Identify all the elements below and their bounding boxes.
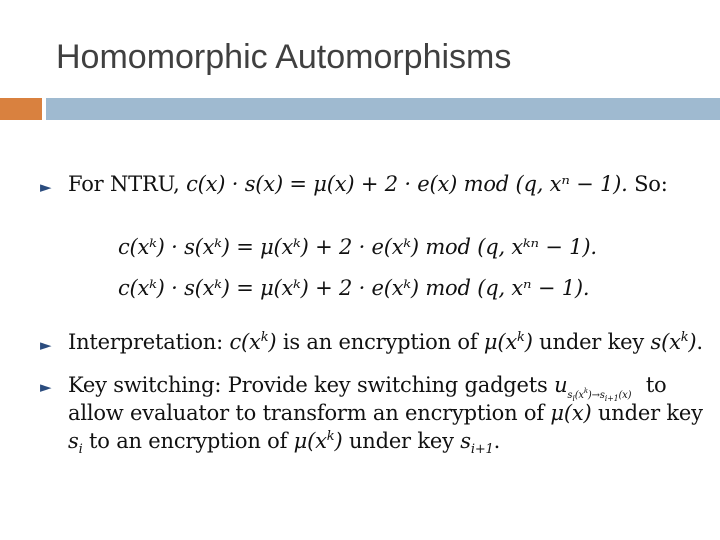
equation-n-text: c(xᵏ) · s(xᵏ) = μ(xᵏ) + 2 · e(xᵏ) mod (q, xⁿ − 1). — [118, 276, 590, 300]
bullet-marker-icon: ► — [40, 178, 52, 196]
bullet-ntru-suffix: So: — [634, 172, 668, 196]
bullet-ntru-prefix: For NTRU, — [68, 172, 180, 196]
bullet-keyswitch-line3-mid: to an encryption of — [89, 429, 288, 453]
accent-bar-orange — [0, 98, 42, 120]
bullet-keyswitch-line1: Key switching: Provide key switching gadgets $u_{s_i(x^k)\to s_{i+1}(x)}$ to — [68, 373, 667, 403]
bullet-interpretation-text: Interpretation: $c(x^k)$ is an encryption of $\mu(x^k)$ under key $s(x^k)$. — [68, 330, 703, 354]
bullet-keyswitch-line1-prefix: Key switching: Provide key switching gadgets — [68, 373, 548, 397]
bullet-marker-icon: ► — [40, 378, 52, 396]
bullet-marker-icon: ► — [40, 336, 52, 354]
bullet-interpretation-prefix: Interpretation: — [68, 330, 223, 354]
bullet-keyswitch-line2: allow evaluator to transform an encryption of μ(x) under key — [68, 401, 703, 425]
bullet-keyswitch-line2-suffix: under key — [597, 401, 703, 425]
bullet-keyswitch-line1-suffix: to — [645, 373, 667, 397]
accent-bar-blue — [46, 98, 720, 120]
equation-n — [118, 276, 589, 300]
bullet-interpretation-end: . — [696, 330, 703, 354]
bullet-keyswitch-line3-end: . — [493, 429, 501, 453]
slide-title: Homomorphic Automorphisms — [56, 38, 512, 76]
bullet-interpretation-mid2: under key — [539, 330, 645, 354]
bullet-ntru-text — [68, 170, 668, 198]
bullet-keyswitch-line2-text: allow evaluator to transform an encryption of — [68, 401, 544, 425]
bullet-interpretation-mid1: is an encryption of — [282, 330, 478, 354]
equation-kn-text: c(xᵏ) · s(xᵏ) = μ(xᵏ) + 2 · e(xᵏ) mod (q, xᵏⁿ − 1). — [118, 235, 597, 259]
equation-kn — [118, 235, 597, 259]
bullet-keyswitch-line3-suffix: under key — [348, 429, 454, 453]
bullet-ntru-equation: c(x) · s(x) = μ(x) + 2 · e(x) mod (q, xⁿ − 1). — [186, 172, 628, 196]
bullet-keyswitch-line3: $s_i$ to an encryption of $\mu(x^k)$ under key $s_{i+1}$. — [68, 429, 501, 457]
